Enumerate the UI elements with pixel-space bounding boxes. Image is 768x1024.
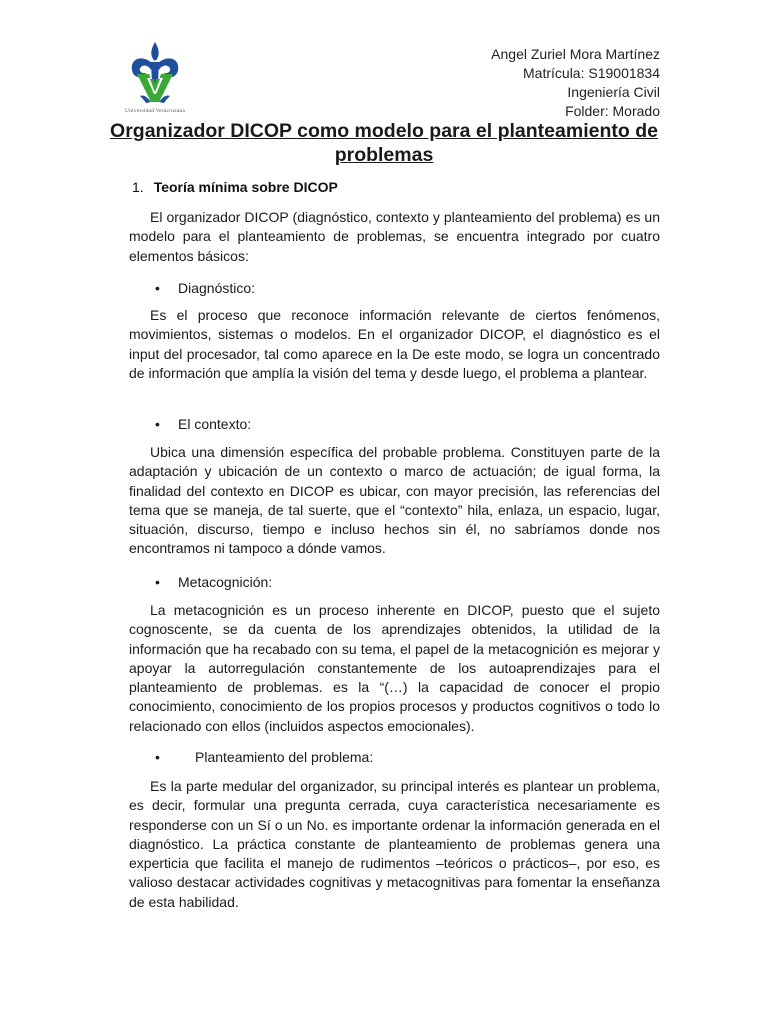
bullet-dot: •: [155, 280, 160, 296]
author-name: Angel Zuriel Mora Martínez: [491, 46, 660, 62]
logo-caption: Universidad Veracruzana: [125, 108, 185, 114]
degree-program: Ingeniería Civil: [567, 84, 660, 100]
folder-color: Folder: Morado: [565, 103, 660, 119]
paragraph-diagnostico: Es el proceso que reconoce información relevante de ciertos fenómenos, movimientos, sistemas o modelos. En el organizador DICOP, el diagnóstico es el input del procesador, tal como aparece en la De este modo, se logra un concentrado de información que amplía la visión del tema y desde luego, el problema a plantear.: [129, 307, 660, 381]
intro-paragraph: El organizador DICOP (diagnóstico, contexto y planteamiento del problema) es un modelo para el planteamiento de problemas, se encuentra integrado por cuatro elementos básicos:: [129, 209, 660, 264]
section-heading-text: Teoría mínima sobre DICOP: [153, 179, 338, 195]
author-info-block: [491, 45, 660, 121]
universidad-veracruzana-logo-icon: [110, 40, 200, 106]
paragraph-planteamiento: Es la parte medular del organizador, su principal interés es plantear un problema, es decir, formular una pregunta cerrada, cuya característica necesariamente es responderse con un Sí o un No. es importante ordenar la información generada en el diagnóstico. La práctica constante de planteamiento de problemas genera una experticia que facilita el manejo de rudimentos –teóricos o prácticos–, por eso, es valioso destacar actividades cognitivas y metacognitivas para fomentar la enseñanza de esta habilidad.: [129, 778, 660, 910]
bullet-label: Diagnóstico:: [178, 280, 256, 296]
university-logo: [110, 40, 200, 118]
bullet-item-planteamiento: [155, 748, 373, 767]
section-heading: [132, 179, 338, 195]
bullet-item-diagnostico: [155, 279, 255, 298]
bullet-dot: •: [155, 416, 160, 432]
bullet-label: Planteamiento del problema:: [195, 749, 374, 765]
bullet-label: Metacognición:: [178, 574, 273, 590]
student-id: Matrícula: S19001834: [523, 65, 660, 81]
paragraph-metacognicion: La metacognición es un proceso inherente en DICOP, puesto que el sujeto cognoscente, se da cuenta de los aprendizajes obtenidos, la utilidad de la información que ha recabado con su tema, el papel de la metacognición es mejorar y apoyar la autorregulación constantemente de los autoaprendizajes para el planteamiento de problemas. es la “(…) la capacidad de conocer el propio conocimiento, conocimiento de los propios procesos y productos cognitivos o todo lo relacionado con ellos (incluidos aspectos emocionales).: [129, 602, 660, 734]
paragraph-contexto: Ubica una dimensión específica del probable problema. Constituyen parte de la adaptación y ubicación de un contexto o marco de actuación; de igual forma, la finalidad del contexto en DICOP es ubicar, con mayor precisión, las referencias del tema que se maneja, de tal suerte, que el “contexto” hila, enlaza, un espacio, lugar, situación, discurso, tiempo e incluso hechos sin él, no sabríamos donde nos encontramos ni tampoco a dónde vamos.: [129, 444, 660, 557]
bullet-label: El contexto:: [178, 416, 252, 432]
document-title: Organizador DICOP como modelo para el planteamiento de problemas: [110, 120, 658, 166]
bullet-dot: •: [155, 574, 160, 590]
bullet-item-metacognicion: [155, 573, 272, 592]
bullet-item-contexto: [155, 415, 251, 434]
bullet-dot: •: [155, 749, 160, 765]
section-number: 1.: [132, 179, 144, 195]
